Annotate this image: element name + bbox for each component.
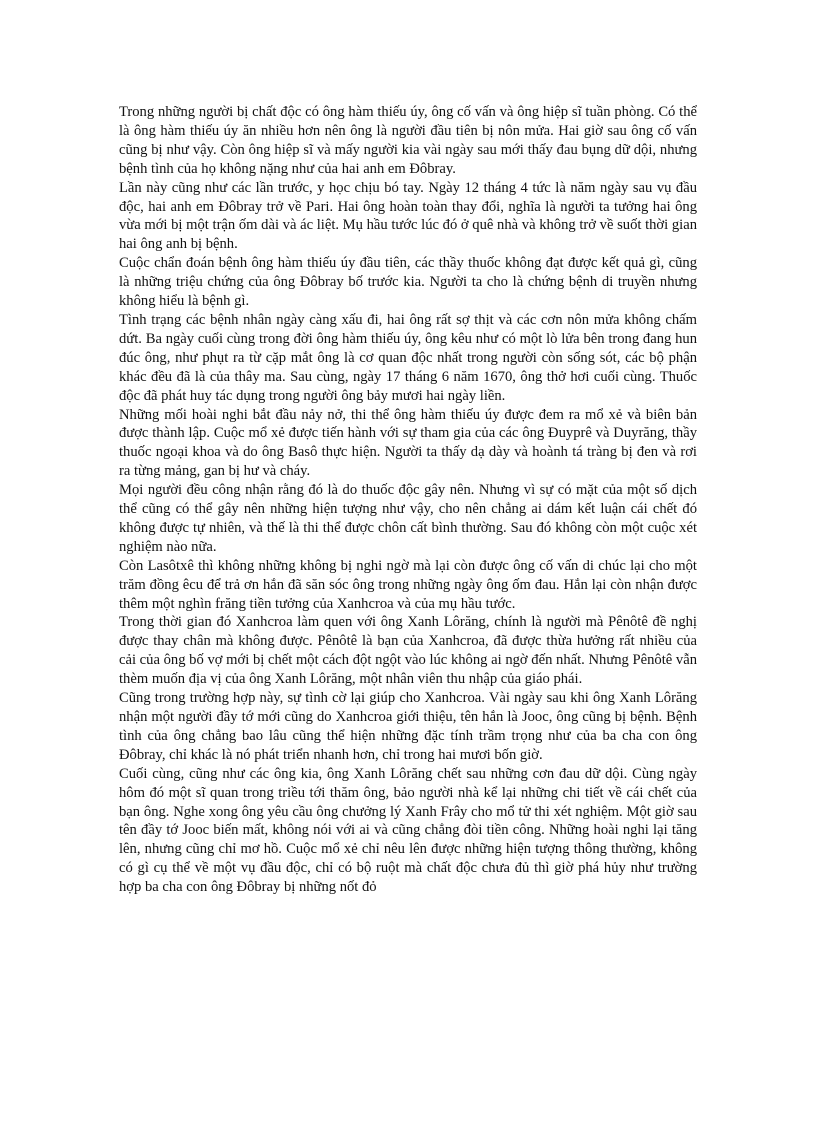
paragraph-3: Cuộc chẩn đoán bệnh ông hàm thiếu úy đầu tiên, các thầy thuốc không đạt được kết quả gì, cũng là những triệu chứng của ông Đôbray bố trước kia. Người ta cho là chứng bệnh di truyền nhưng không hiểu là bệnh gì. (119, 255, 697, 310)
paragraph-9: Cũng trong trường hợp này, sự tình cờ lại giúp cho Xanhcroa. Vài ngày sau khi ông Xanh Lôrăng nhận một người đầy tớ mới cũng do Xanhcroa giới thiệu, tên hắn là Jooc, ông cũng bị bệnh. Bệnh tình của ông chẳng bao lâu cũng thể hiện những đặc tính trầm trọng như của ba cha con ông Đôbray, chỉ khác là nó phát triển nhanh hơn, chỉ trong hai mươi bốn giờ. (119, 690, 697, 763)
document-page (119, 103, 697, 897)
paragraph-5: Những mối hoài nghi bắt đầu nảy nở, thi thể ông hàm thiếu úy được đem ra mổ xẻ và biên bản được thành lập. Cuộc mổ xẻ được tiến hành với sự tham gia của các ông Đuyprê và Duyrăng, thầy thuốc ngoại khoa và do ông Basô thực hiện. Người ta thấy dạ dày và hoành tá tràng bị đen và rơi ra từng mảng, gan bị hư và cháy. (119, 406, 697, 480)
paragraph-8: Trong thời gian đó Xanhcroa làm quen với ông Xanh Lôrăng, chính là người mà Pênôtê đề nghị được thay chân mà không được. Pênôtê là bạn của Xanhcroa, đã được thừa hưởng rất nhiều của cải của ông bố vợ mới bị chết một cách đột ngột vào lúc không ai ngờ đến nhất. Nhưng Pênôtê vẫn thèm muốn địa vị của ông Xanh Lôrăng, một nhân viên thu nhập của giáo phái. (119, 614, 697, 688)
paragraph-1: Trong những người bị chất độc có ông hàm thiếu úy, ông cố vấn và ông hiệp sĩ tuần phòng. Có thể là ông hàm thiếu úy ăn nhiều hơn nên ông là người đầu tiên bị nôn mửa. Hai giờ sau ông cố vấn cũng bị như vậy. Còn ông hiệp sĩ và mấy người kia vài ngày sau mới thấy đau bụng dữ dội, nhưng bệnh tình của họ không nặng như của hai anh em Đôbray. (119, 104, 697, 177)
paragraph-7: Còn Lasôtxê thì không những không bị nghi ngờ mà lại còn được ông cố vấn di chúc lại cho một trăm đồng êcu để trả ơn hắn đã săn sóc ông trong những ngày ông ốm đau. Hắn lại còn nhận được thêm một nghìn frăng tiền tưởng của Xanhcroa và của mụ hầu tước. (119, 557, 697, 612)
paragraph-6: Mọi người đều công nhận rằng đó là do thuốc độc gây nên. Nhưng vì sự có mặt của một số dịch thể cũng có thể gây nên những hiện tượng như vậy, cho nên chẳng ai dám kết luận cái chết đó không được tự nhiên, và thế là thi thể được chôn cất bình thường. Sau đó không còn một cuộc xét nghiệm nào nữa. (119, 482, 697, 555)
paragraph-4: Tình trạng các bệnh nhân ngày càng xấu đi, hai ông rất sợ thịt và các cơn nôn mửa không chấm dứt. Ba ngày cuối cùng trong đời ông hàm thiếu úy, ông kêu như có một lò lửa bên trong đang hun đúc ông, như phụt ra từ cặp mắt ông là cơ quan độc nhất trong người còn sống sót, các bộ phận khác đều đã là của thây ma. Sau cùng, ngày 17 tháng 6 năm 1670, ông thở hơi cuối cùng. Thuốc độc đã phát huy tác dụng trong người ông bảy mươi hai ngày liền. (119, 311, 697, 404)
paragraph-10: Cuối cùng, cũng như các ông kia, ông Xanh Lôrăng chết sau những cơn đau dữ dội. Cùng ngày hôm đó một sĩ quan trong triều tới thăm ông, bảo người nhà kể lại những chi tiết về cái chết của bạn ông. Nghe xong ông yêu cầu ông chưởng lý Xanh Frây cho mổ tử thi xét nghiệm. Một giờ sau tên đầy tớ Jooc biến mất, không nói với ai và cũng chẳng đòi tiền công. Những hoài nghi lại tăng lên, nhưng cũng chỉ mơ hồ. Cuộc mổ xẻ chỉ nêu lên được những hiện tượng thông thường, không có gì cụ thể về một vụ đầu độc, chỉ có bộ ruột mà chất độc chưa đủ thì giờ phá hủy như trường hợp ba cha con ông Đôbray bị những nốt đỏ (119, 765, 697, 896)
paragraph-2: Lần này cũng như các lần trước, y học chịu bó tay. Ngày 12 tháng 4 tức là năm ngày sau vụ đầu độc, hai anh em Đôbray trở về Pari. Hai ông hoàn toàn thay đổi, nghĩa là người ta tưởng hai ông vừa mới bị một trận ốm dài và ác liệt. Mụ hầu tước lúc đó ở quê nhà và không trở về suốt thời gian hai ông anh bị bệnh. (119, 179, 697, 253)
